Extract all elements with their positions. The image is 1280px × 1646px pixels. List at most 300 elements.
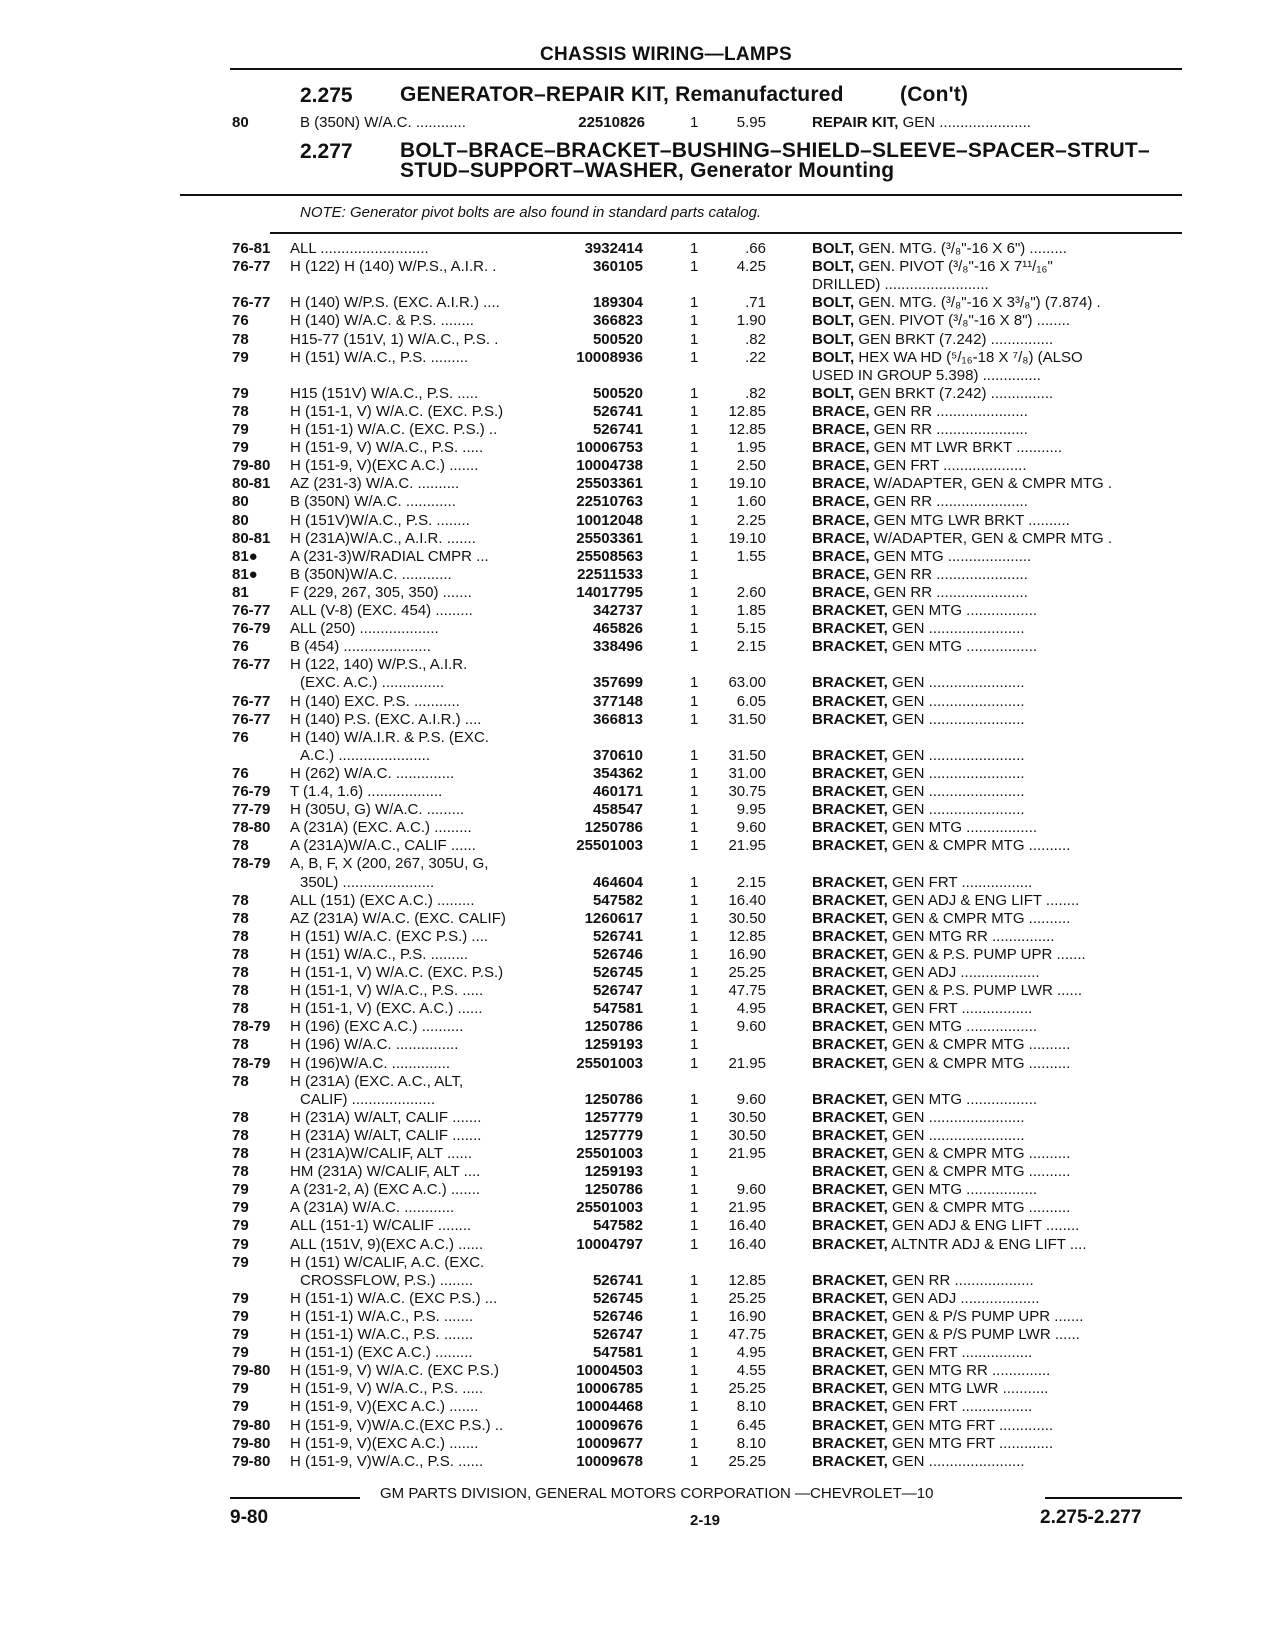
row-description-detail: GEN ....................... [887,746,1025,764]
row-quantity: 1 [690,114,699,131]
row-quantity: 1 [690,964,699,981]
row-part-number: 25501003 [576,1145,643,1162]
row-year: 80 [232,511,249,529]
row-year: 78 [232,837,249,855]
row-part-number: 25503361 [576,529,643,547]
row-part-number: 3932414 [584,240,643,257]
row-part-number: 25501003 [576,1199,643,1217]
section-2275-cont: (Con't) [900,83,969,106]
row-description [812,385,1182,403]
row-part-name: BRACKET, [812,891,888,909]
row-description [812,240,1182,258]
row-price: 31.50 [728,746,766,764]
row-quantity: 1 [690,1380,699,1398]
row-year: 76-77 [232,258,271,276]
row-description-detail: GEN MTG ................. [887,602,1038,619]
row-description [812,1091,1182,1109]
row-quantity: 1 [690,1181,699,1199]
row-part-name: BRACKET, [812,1416,888,1434]
row-application: ALL .......................... [290,240,429,257]
row-description-detail: GEN ADJ ................... [887,1289,1040,1307]
row-part-number: 500520 [592,330,643,348]
row-part-number: 465826 [592,620,643,638]
row-quantity: 1 [690,620,699,638]
row-description-detail: GEN MTG FRT ............. [887,1434,1054,1452]
row-description-detail: GEN & CMPR MTG .......... [887,1054,1071,1072]
row-application: H15-77 (151V, 1) W/A.C., P.S. . [290,330,499,348]
row-quantity: 1 [690,493,699,511]
row-part-name: BRACKET, [812,783,888,800]
row-year: 76 [232,312,249,330]
row-quantity: 1 [690,801,699,819]
row-quantity: 1 [690,1434,699,1452]
row-description [812,1308,1182,1326]
row-part-number: 25503361 [576,475,643,493]
row-price: 30.50 [728,909,766,927]
row-description [812,674,1182,692]
row-year: 76 [232,764,249,782]
row-part-number: 526741 [592,402,643,420]
row-price: 8.10 [736,1398,766,1416]
row-part-name: BRACKET, [812,1289,888,1307]
row-part-name: BRACKET, [812,674,888,692]
row-year: 79 [232,1253,249,1271]
row-price: 1.60 [736,493,766,511]
row-year: 78 [232,1145,249,1162]
row-application: H (151-9, V)W/A.C.(EXC P.S.) .. [290,1416,504,1434]
row-description [812,493,1182,511]
row-quantity: 1 [690,1271,699,1289]
row-description-detail: GEN FRT ................. [887,873,1033,891]
row-part-number: 526745 [592,1289,643,1307]
row-part-number: 377148 [592,692,643,710]
row-part-number: 357699 [592,674,643,692]
row-price: 12.85 [728,1271,766,1289]
row-year: 79 [232,348,249,366]
row-quantity: 1 [690,746,699,764]
row-part-name: BRACKET, [812,692,888,710]
row-application: H (151-9, V) W/A.C., P.S. ..... [290,1380,484,1398]
row-price: 5.95 [736,114,766,131]
row-part-name: BRACKET, [812,764,888,782]
row-description [812,1163,1182,1181]
row-application: A (231A) (EXC. A.C.) ......... [290,819,472,837]
section-rule-bottom [270,232,1182,234]
row-quantity: 1 [690,330,699,348]
row-part-name: BOLT, [812,294,855,312]
row-description-detail: ALTNTR ADJ & ENG LIFT .... [887,1235,1087,1253]
row-description-detail: GEN & CMPR MTG .......... [887,909,1071,927]
row-application: H (151-1) W/A.C., P.S. ....... [290,1307,474,1325]
row-year: 80-81 [232,529,271,547]
row-year: 79-80 [232,1452,271,1470]
row-description [812,312,1182,330]
row-price: 21.95 [728,1054,766,1072]
row-application: ALL (151-1) W/CALIF ........ [290,1217,472,1235]
row-description [812,1417,1182,1435]
row-description-detail: GEN. PIVOT (³/₈"-16 X 7¹¹/₁₆" [854,258,1053,276]
row-part-name: BRACKET, [812,1018,888,1036]
row-description-detail: GEN ....................... [887,1126,1025,1144]
row-quantity: 1 [690,457,699,475]
row-quantity: 1 [690,764,699,782]
row-part-number: 370610 [592,746,643,764]
row-application: H (151) W/A.C., P.S. ......... [290,348,469,366]
row-description-detail: GEN MTG ................. [887,638,1038,656]
row-year: 76-77 [232,710,271,728]
row-description-detail: GEN ...................... [898,114,1031,131]
row-part-number: 10009676 [576,1416,643,1434]
row-part-number: 10009677 [576,1434,643,1452]
footer-rule-right [1045,1497,1182,1499]
row-description [812,982,1182,1000]
row-description [812,783,1182,801]
row-part-name: BRACKET, [812,819,888,837]
row-part-name: BRACE, [812,439,870,457]
row-application: H (140) P.S. (EXC. A.I.R.) .... [290,710,482,728]
row-description [812,819,1182,837]
row-description-detail: GEN RR ...................... [869,583,1028,601]
row-part-number: 10004468 [576,1398,643,1416]
row-description [812,331,1182,349]
row-application: H (151-9, V) W/A.C., P.S. ..... [290,439,484,457]
row-part-name: BRACE, [812,547,870,565]
row-quantity: 1 [690,511,699,529]
footer-date-code: 9-80 [230,1507,269,1528]
header-rule [230,68,1182,70]
row-application: H (196) W/A.C. ............... [290,1036,459,1054]
row-part-number: 360105 [592,258,643,276]
row-description [812,1145,1182,1163]
row-application: T (1.4, 1.6) .................. [290,783,443,800]
row-description-detail: DRILLED) ......................... [812,276,989,294]
row-description [812,1453,1182,1471]
row-price: 16.40 [728,1217,766,1235]
row-year: 78 [232,982,249,1000]
row-price: 16.40 [728,1235,766,1253]
row-quantity: 1 [690,909,699,927]
row-part-number: 342737 [592,602,643,619]
row-part-name: BRACE, [812,529,870,547]
row-description [812,367,1182,385]
row-year: 78-80 [232,819,271,837]
row-description-detail: GEN RR ...................... [869,402,1028,420]
row-year: 78 [232,1036,249,1054]
row-description-detail: HEX WA HD (⁵/₁₆-18 X ⁷/₈) (ALSO [854,348,1083,366]
row-part-number: 526741 [592,927,643,945]
row-year: 78 [232,945,249,963]
row-description [812,349,1182,367]
row-application: A (231-3)W/RADIAL CMPR ... [290,547,489,565]
row-year: 79 [232,1199,249,1217]
row-quantity: 1 [690,710,699,728]
row-quantity: 1 [690,602,699,619]
row-part-name: BOLT, [812,384,855,402]
row-price: 47.75 [728,982,766,1000]
row-price: 2.60 [736,583,766,601]
row-application: H (151-9, V) W/A.C. (EXC P.S.) [290,1362,499,1380]
row-price: 4.25 [736,258,766,276]
row-quantity: 1 [690,837,699,855]
row-price: 30.75 [728,783,766,800]
row-description-detail: W/ADAPTER, GEN & CMPR MTG . [869,475,1113,493]
row-price: 12.85 [728,927,766,945]
row-year: 79-80 [232,1362,271,1380]
row-price: 1.55 [736,547,766,565]
row-year: 78-79 [232,855,271,873]
row-part-number: 10004738 [576,457,643,475]
row-part-number: 464604 [592,873,643,891]
row-application: CROSSFLOW, P.S.) ........ [300,1271,474,1289]
row-part-name: BRACKET, [812,710,888,728]
row-price: 30.50 [728,1126,766,1144]
row-year: 76 [232,638,249,656]
row-quantity: 1 [690,1362,699,1380]
row-part-number: 10009678 [576,1452,643,1470]
row-description [812,711,1182,729]
row-part-name: BRACE, [812,457,870,475]
row-year: 79 [232,439,249,457]
row-application: H (151) W/CALIF, A.C. (EXC. [290,1253,485,1271]
row-description-detail: GEN & CMPR MTG .......... [887,837,1071,855]
row-application: ALL (250) ................... [290,620,439,638]
row-part-name: BRACE, [812,493,870,511]
row-year: 79 [232,1235,249,1253]
row-application: H (151-1, V) W/A.C. (EXC. P.S.) [290,402,504,420]
row-application: H (231A) W/ALT, CALIF ....... [290,1126,482,1144]
row-description [812,1217,1182,1235]
row-application: H (151-1, V) (EXC. A.C.) ...... [290,1000,483,1018]
row-price: 2.25 [736,511,766,529]
row-part-number: 22510826 [578,114,645,131]
row-part-number: 526746 [592,945,643,963]
row-quantity: 1 [690,982,699,1000]
row-part-number: 526746 [592,1307,643,1325]
row-description [812,1018,1182,1036]
row-description-detail: GEN MTG LWR BRKT .......... [869,511,1070,529]
row-part-name: BOLT, [812,330,855,348]
row-part-name: BRACKET, [812,1380,888,1398]
row-price: .66 [745,240,766,257]
row-quantity: 1 [690,783,699,800]
row-part-number: 460171 [592,783,643,800]
row-description [812,258,1182,276]
row-description [812,1055,1182,1073]
row-part-number: 10004797 [576,1235,643,1253]
page-header: CHASSIS WIRING—LAMPS [540,44,792,65]
row-part-name: BRACKET, [812,1344,888,1362]
row-description [812,837,1182,855]
row-description-detail: GEN RR ...................... [869,421,1028,438]
row-description [812,765,1182,783]
row-description-detail: GEN FRT ................. [887,1398,1033,1416]
row-description-detail: GEN RR ................... [887,1271,1034,1289]
row-application: H (151-1, V) W/A.C. (EXC. P.S.) [290,964,504,981]
row-application: H (231A) (EXC. A.C., ALT, [290,1072,464,1090]
row-description-detail: GEN FRT ................. [887,1344,1033,1362]
row-year: 79 [232,1344,249,1362]
row-part-number: 526745 [592,964,643,981]
row-part-number: 1259193 [584,1036,643,1054]
row-quantity: 1 [690,1235,699,1253]
row-quantity: 1 [690,475,699,493]
row-application: 350L) ...................... [300,873,435,891]
row-price: 19.10 [728,529,766,547]
row-application: H (231A) W/ALT, CALIF ....... [290,1108,482,1126]
row-quantity: 1 [690,1145,699,1162]
row-part-name: BRACKET, [812,1000,888,1018]
row-year: 77-79 [232,801,271,819]
row-application: H (151) W/A.C. (EXC P.S.) .... [290,927,489,945]
row-application: A (231-2, A) (EXC A.C.) ....... [290,1181,481,1199]
row-description [812,584,1182,602]
row-description [812,910,1182,928]
row-application: H (151-1) W/A.C. (EXC. P.S.) .. [290,421,498,438]
row-year: 76-81 [232,240,271,257]
row-quantity: 1 [690,384,699,402]
row-description [812,1290,1182,1308]
row-quantity: 1 [690,1398,699,1416]
row-application: AZ (231A) W/A.C. (EXC. CALIF) [290,909,506,927]
row-description [812,801,1182,819]
row-application: A (231A) W/A.C. ............ [290,1199,455,1217]
row-part-name: BRACKET, [812,602,888,619]
row-application: H15 (151V) W/A.C., P.S. ..... [290,384,479,402]
row-year: 78 [232,964,249,981]
row-application: H (151-9, V)W/A.C., P.S. ...... [290,1452,484,1470]
row-description [812,638,1182,656]
row-application: H (151-1, V) W/A.C., P.S. ..... [290,982,484,1000]
row-description-detail: GEN MTG .................... [869,547,1032,565]
row-quantity: 1 [690,348,699,366]
row-application: H (140) W/A.C. & P.S. ........ [290,312,474,330]
row-part-number: 1250786 [584,1090,643,1108]
row-price: 1.95 [736,439,766,457]
row-description-detail: GEN ....................... [887,1108,1025,1126]
row-year: 78 [232,1126,249,1144]
row-part-number: 1257779 [584,1108,643,1126]
row-part-number: 189304 [592,294,643,312]
row-part-name: BRACKET, [812,945,888,963]
row-price: 25.25 [728,1380,766,1398]
row-quantity: 1 [690,547,699,565]
row-price: 16.90 [728,945,766,963]
row-part-number: 14017795 [576,583,643,601]
row-part-name: BRACE, [812,511,870,529]
row-description-detail: GEN ....................... [887,620,1025,638]
row-application: H (151-9, V)(EXC A.C.) ....... [290,1398,479,1416]
row-part-name: BRACKET, [812,1181,888,1199]
row-description [812,475,1182,493]
row-application: F (229, 267, 305, 350) ....... [290,583,472,601]
row-part-name: BRACE, [812,402,870,420]
row-part-number: 22511533 [577,565,643,583]
row-part-number: 1250786 [584,1018,643,1036]
row-price: 25.25 [728,1289,766,1307]
row-price: 12.85 [728,402,766,420]
row-description [812,1036,1182,1054]
row-description [812,1362,1182,1380]
row-part-number: 10012048 [576,511,643,529]
row-year: 76 [232,728,249,746]
row-year: 79 [232,1217,249,1235]
row-part-number: 366823 [592,312,643,330]
row-year: 79-80 [232,457,271,475]
row-description [812,421,1182,439]
row-description-detail: GEN ADJ & ENG LIFT ........ [887,1217,1080,1235]
row-quantity: 1 [690,583,699,601]
row-quantity: 1 [690,1126,699,1144]
row-description-detail: GEN RR ...................... [869,565,1028,583]
row-quantity: 1 [690,692,699,710]
row-part-name: BRACKET, [812,1452,888,1470]
row-application: (EXC. A.C.) ............... [300,674,445,692]
row-description-detail: GEN & CMPR MTG .......... [887,1199,1071,1217]
row-description [812,276,1182,294]
row-price: 5.15 [736,620,766,638]
row-part-number: 526741 [592,421,643,438]
row-part-number: 25501003 [576,1054,643,1072]
row-description [812,602,1182,620]
row-year: 78 [232,1108,249,1126]
row-quantity: 1 [690,1090,699,1108]
row-description-detail: USED IN GROUP 5.398) .............. [812,366,1041,384]
row-description-detail: GEN ....................... [887,1452,1025,1470]
row-price: 16.90 [728,1307,766,1325]
row-part-name: BOLT, [812,258,855,276]
row-application: H (140) W/P.S. (EXC. A.I.R.) .... [290,294,500,312]
row-quantity: 1 [690,1452,699,1470]
row-description [812,512,1182,530]
row-price: .22 [745,348,766,366]
row-part-name: REPAIR KIT, [812,114,899,131]
row-part-number: 354362 [592,764,643,782]
row-price: 47.75 [728,1326,766,1343]
row-year: 80 [232,493,249,511]
row-part-number: 10006753 [576,439,643,457]
section-rule-top [180,194,1182,196]
row-description-detail: GEN ....................... [887,764,1025,782]
row-part-name: BRACKET, [812,1235,888,1253]
row-price: 25.25 [728,1452,766,1470]
row-quantity: 1 [690,1344,699,1362]
row-description-detail: GEN MTG ................. [887,819,1038,837]
row-year: 78 [232,330,249,348]
row-quantity: 1 [690,258,699,276]
row-year: 79-80 [232,1434,271,1452]
row-part-number: 366813 [592,710,643,728]
row-year: 80-81 [232,475,271,493]
row-description [812,693,1182,711]
row-price: .82 [745,384,766,402]
row-application: A, B, F, X (200, 267, 305U, G, [290,855,489,873]
row-quantity: 1 [690,1289,699,1307]
row-price: .82 [745,330,766,348]
row-quantity: 1 [690,674,699,692]
section-2277-number: 2.277 [300,140,353,163]
row-year: 79 [232,1380,249,1398]
row-quantity: 1 [690,312,699,330]
row-quantity: 1 [690,1307,699,1325]
row-description [812,892,1182,910]
row-application: H (151-9, V)(EXC A.C.) ....... [290,457,479,475]
row-price: 4.95 [736,1000,766,1018]
row-description-detail: GEN BRKT (7.242) ............... [854,330,1054,348]
row-application: A.C.) ...................... [300,746,431,764]
row-application: H (196) (EXC A.C.) .......... [290,1018,464,1036]
row-description [812,1380,1182,1398]
row-part-name: BRACKET, [812,1163,888,1181]
